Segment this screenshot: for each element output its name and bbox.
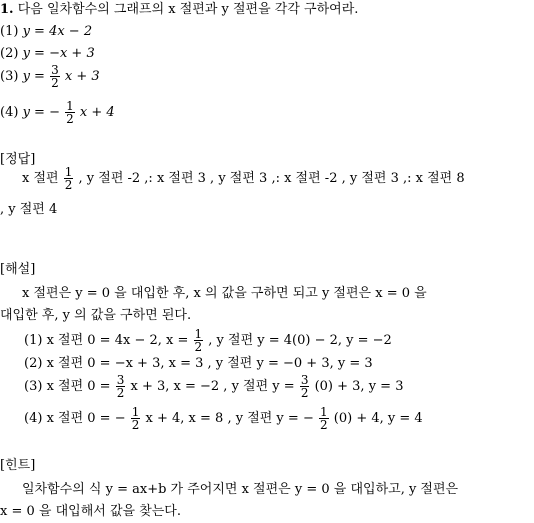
fraction: $\frac{1}{2}$: [66, 99, 74, 126]
answer-line-1: x 절편 $\frac{1}{2}$ , y 절편 -2 ,: x 절편 3 , y 절편 3 ,: x 절편 -2 , y 절편 3 ,: x 절편 8: [22, 165, 465, 192]
item-expression: y = 4x − 2: [22, 24, 93, 39]
problem-number: 1.: [0, 2, 14, 17]
fraction: $\frac{1}{2}$: [131, 405, 140, 432]
item-expression: y = −: [22, 105, 60, 120]
problem-prompt: 다음 일차함수의 그래프의 x 절편과 y 절편을 각각 구하여라.: [17, 2, 359, 17]
problem-item-3: [0, 64, 100, 89]
fraction: $\frac{3}{2}$: [51, 63, 59, 90]
explanation-line-2: 대입한 후, y 의 값을 구하면 된다.: [0, 308, 192, 323]
hint-line-1: 일차함수의 식 y = ax+b 가 주어지면 x 절편은 y = 0 을 대입하고, y 절편은: [22, 482, 459, 497]
hint-heading: [힌트]: [0, 458, 36, 473]
problem-prompt-line: [0, 2, 358, 18]
fraction: $\frac{3}{2}$: [300, 373, 309, 400]
item-expression: x + 4: [79, 105, 115, 120]
hint-line-2: x = 0 을 대입해서 값을 찾는다.: [0, 504, 182, 519]
problem-item-1: [0, 24, 92, 40]
item-label: (4): [0, 105, 19, 120]
explanation-step-3: (3) x 절편 0 = $\frac{3}{2}$ x + 3, x = −2 , y 절편 y = $\frac{3}{2}$ (0) + 3, y = 3: [24, 373, 404, 400]
explanation-step-1: (1) x 절편 0 = 4x − 2, x = $\frac{1}{2}$ , y 절편 y = 4(0) − 2, y = −2: [24, 327, 392, 354]
fraction: $\frac{3}{2}$: [116, 373, 125, 400]
explanation-step-2: (2) x 절편 0 = −x + 3, x = 3 , y 절편 y = −0 + 3, y = 3: [24, 356, 373, 371]
explanation-heading: [해설]: [0, 262, 36, 277]
problem-item-2: [0, 46, 95, 62]
item-label: (2): [0, 46, 19, 61]
fraction: $\frac{1}{2}$: [319, 405, 328, 432]
explanation-step-4: (4) x 절편 0 = − $\frac{1}{2}$ x + 4, x = 8 , y 절편 y = − $\frac{1}{2}$ (0) + 4, y = 4: [24, 405, 423, 432]
answer-line-2: , y 절편 4: [0, 202, 58, 217]
answer-heading: [정답]: [0, 152, 36, 167]
item-label: (1): [0, 24, 19, 39]
explanation-line-1: x 절편은 y = 0 을 대입한 후, x 의 값을 구하면 되고 y 절편은 x = 0 을: [22, 286, 427, 301]
item-expression: x + 3: [64, 69, 100, 84]
item-expression: y =: [22, 69, 45, 84]
fraction: $\frac{1}{2}$: [194, 327, 203, 354]
fraction: $\frac{1}{2}$: [64, 165, 73, 192]
item-label: (3): [0, 69, 19, 84]
problem-item-4: [0, 100, 115, 125]
item-expression: y = −x + 3: [22, 46, 95, 61]
